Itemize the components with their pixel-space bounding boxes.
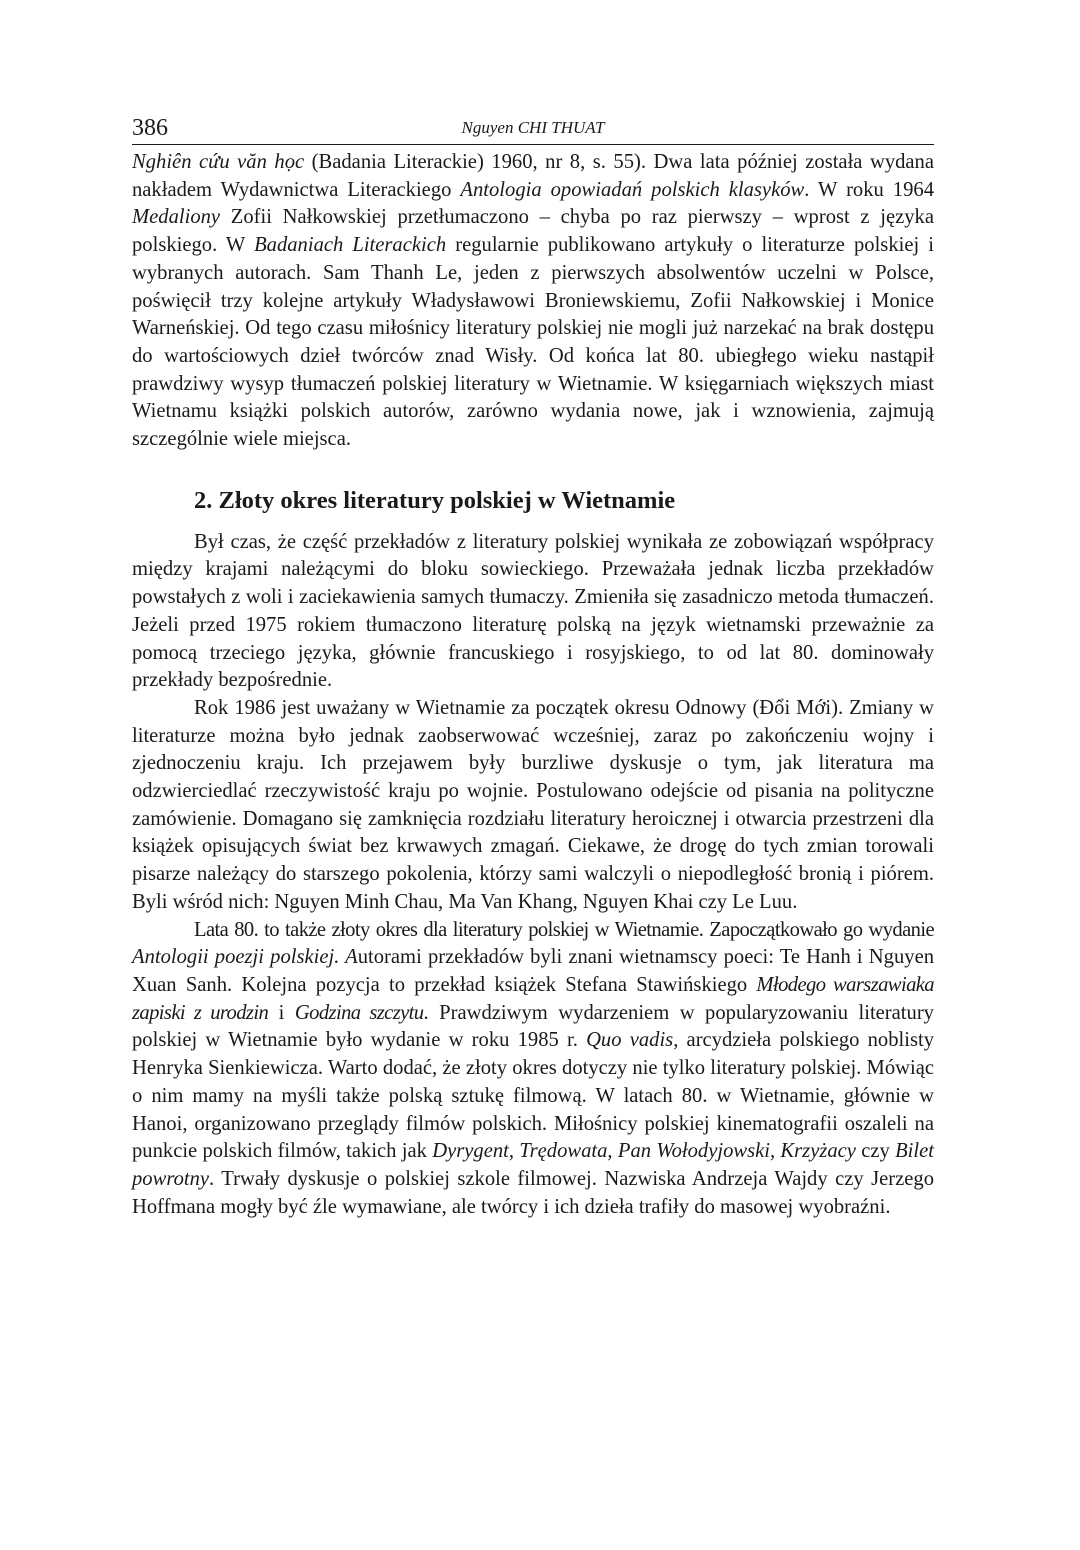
page-number: 386 xyxy=(132,115,168,141)
italic-title-nghien-cuu: Nghiên cứu văn học xyxy=(132,151,305,173)
text-run: (Badania Literackie) 1960, nr 8, s. 55). Dwa lata później została wydana nakładem Wydawnictwa Literackiego xyxy=(132,151,934,201)
running-header xyxy=(132,112,934,145)
italic-title-quo-vadis: Quo vadis, xyxy=(586,1029,679,1052)
page xyxy=(132,112,934,1221)
body-text xyxy=(132,149,934,1221)
paragraph-translation-methods: Był czas, że część przekładów z literatury polskiej wynikała ze zobowiązań współpracy między krajami należącymi do bloku sowieckiego. Przeważała jednak liczba przekładów powstałych z woli i zaciekawienia samych tłumaczy. Zmieniła się zasadniczo metoda tłumaczeń. Jeżeli przed 1975 rokiem tłumaczono literaturę polską na język wietnamski przeważnie za pomocą trzeciego języka, głównie francuskiego i rosyjskiego, to od lat 80. dominowały przekłady bezpośrednie. xyxy=(132,530,934,692)
italic-title-badania-literackie: Badaniach Literackich xyxy=(254,234,447,257)
italic-title-bilet-powrotny: Bilet powrotny xyxy=(132,1140,934,1190)
text-run: utorami przekładów byli znani wietnamscy poeci: Te Hanh i Nguyen Xuan Sanh. Kolejna pozycja to przekład książek Stefana Stawińskiego xyxy=(132,946,935,996)
paragraph-golden-age xyxy=(132,917,934,1222)
paragraph-continuation xyxy=(132,149,934,454)
text-run: . Trwały dyskusje o polskiej szkole filmowej. Nazwiska Andrzeja Wajdy czy Jerzego Hoffmana mogły być źle wymawiane, ale twórcy i ich dzieła trafiły do masowej wyobraźni. xyxy=(132,1167,934,1218)
text-run: czy xyxy=(855,1140,896,1163)
section-heading: 2. Złoty okres literatury polskiej w Wietnamie xyxy=(194,486,676,514)
italic-film-titles: Dyrygent, Trędowata, Pan Wołodyjowski, Krzyżacy xyxy=(432,1140,856,1163)
italic-title-mlodego-warszawiaka: Młodego warszawiaka zapiski z urodzin xyxy=(132,973,934,1024)
text-run: . W roku 1964 xyxy=(804,178,934,201)
text-run: regularnie publikowano artykuły o literaturze polskiej i wybranych autorach. Sam Thanh Le, jeden z pierwszych absolwentów uczelni w Polsce, poświęcił trzy kolejne artykuły Władysławowi Broniewskiemu, Zofii Nałkowskiej i Monice Warneńskiej. Od tego czasu miłośnicy literatury polskiej nie mogli już narzekać na brak dostępu do wartościowych dzieł twórców znad Wisły. Od końca lat 80. ubiegłego wieku nastąpił prawdziwy wysyp tłumaczeń polskiej literatury w Wietnamie. W księgarniach większych miast Wietnamu książki polskich autorów, zarówno wydania nowe, jak i wznowienia, zajmują szczególnie wiele miejsca. xyxy=(132,234,934,451)
text-run: Lata 80. to także złoty okres dla literatury polskiej w Wietnamie. Zapoczątkowało go wydanie xyxy=(194,918,934,941)
text-run: Zofii Nałkowskiej przetłumaczono – chyba po raz pierwszy – wprost z języka polskiego. W xyxy=(132,206,934,257)
text-run: . Prawdziwym wydarzeniem w popularyzowaniu literatury polskiej w Wietnamie było wydanie w roku 1985 r. xyxy=(132,1001,934,1052)
paragraph-doi-moi: Rok 1986 jest uważany w Wietnamie za początek okresu Odnowy (Đổi Mới). Zmiany w literaturze można było jednak zaobserwować wcześniej, zaraz po zakończeniu wojny i zjednoczeniu kraju. Ich przejawem były burzliwe dyskusje o tym, jak literatura ma odzwierciedlać rzeczywistość kraju po wojnie. Postulowano odejście od pisania na polityczne zamówienie. Domagano się zamknięcia rozdziału literatury heroicznej i otwarcia przestrzeni dla książek opisujących świat bez krwawych zmagań. Ciekawe, że drogę do tych zmian torowali pisarze należący do starszego pokolenia, którzy sami walczyli o niepodległość bronią i piórem. Byli wśród nich: Nguyen Minh Chau, Ma Van Khang, Nguyen Khai czy Le Luu. xyxy=(132,696,934,913)
text-run: i xyxy=(268,1001,295,1024)
italic-title-medaliony: Medaliony xyxy=(132,206,221,229)
italic-title-antologia-poezji: Antologii poezji polskiej. A xyxy=(132,946,358,969)
italic-title-antologia-opowiadan: Antologia opowiadań polskich klasyków xyxy=(460,178,805,201)
text-run: arcydzieła polskiego noblisty Henryka Sienkiewicza. Warto dodać, że złoty okres dotyczy nie tylko literatury polskiej. Mówiąc o nim mamy na myśli także polską sztukę filmową. W latach 80. w Wietnamie, głównie w Hanoi, organizowano przeglądy filmów polskich. Miłośnicy polskiej kinematografii oszaleli na punkcie polskich filmów, takich jak xyxy=(132,1029,934,1163)
running-title: Nguyen CHI THUAT xyxy=(461,118,605,137)
italic-title-godzina-szczytu: Godzina szczytu xyxy=(294,1001,424,1024)
